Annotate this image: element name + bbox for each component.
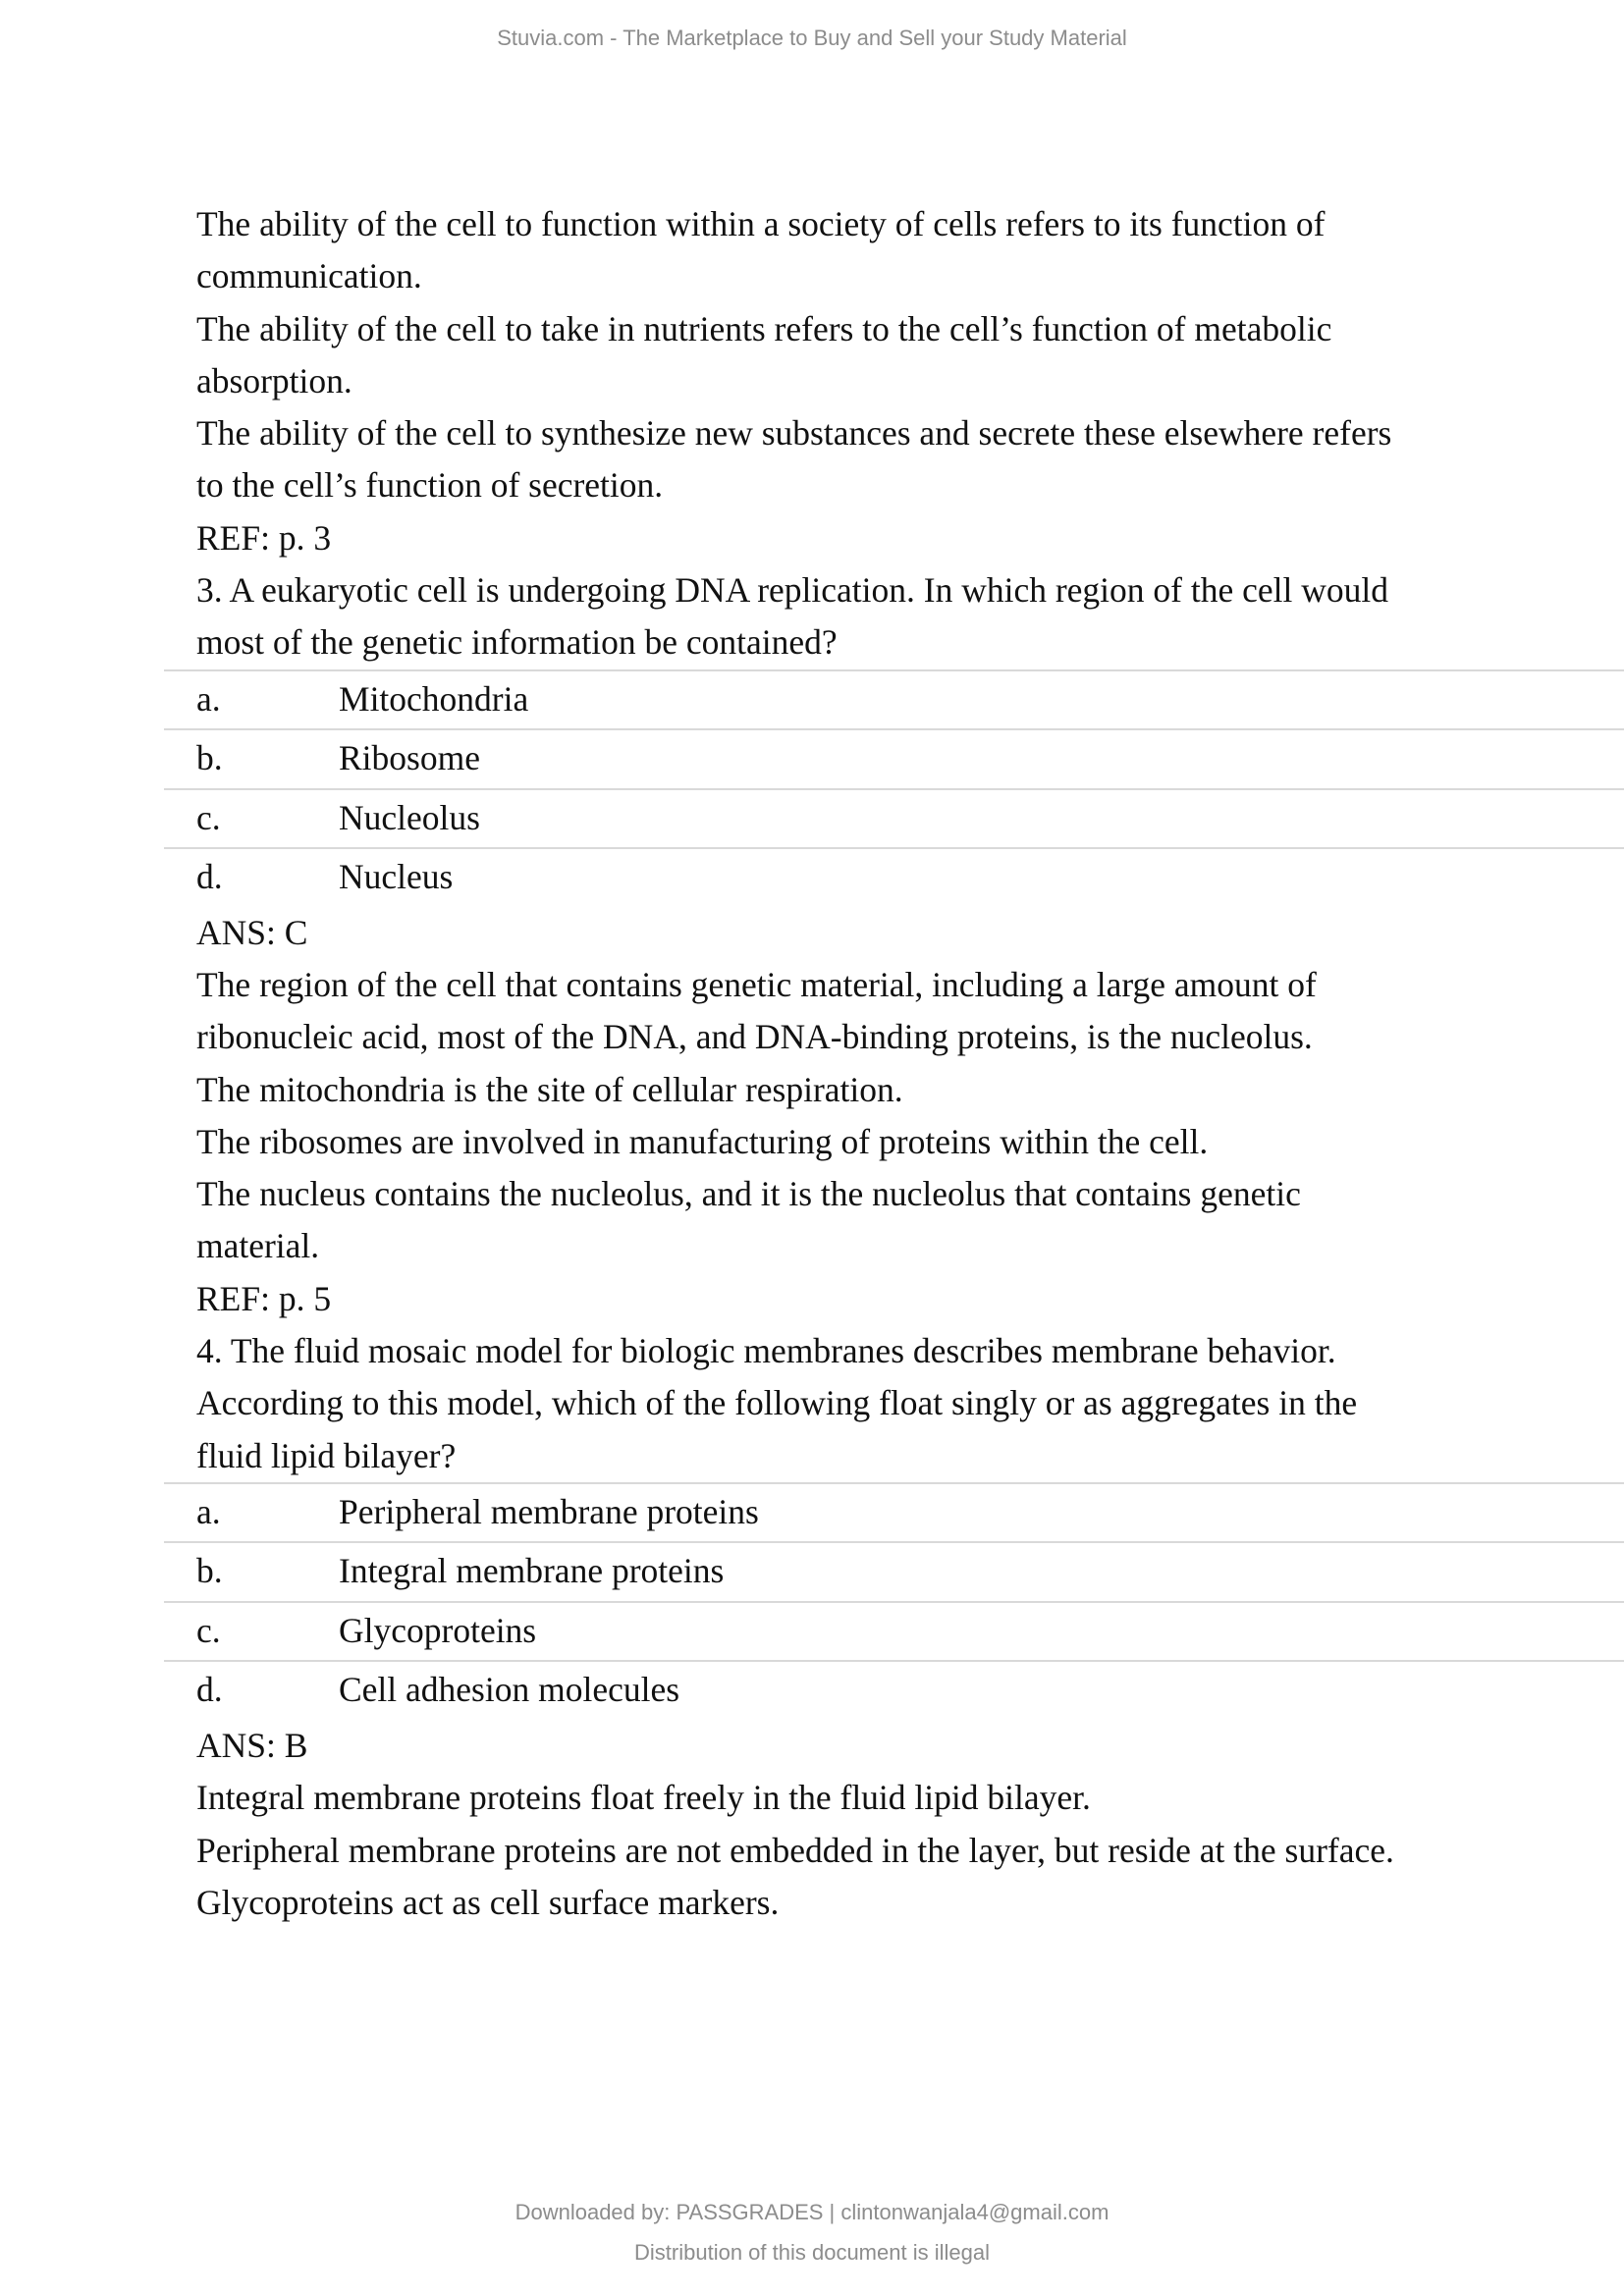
option-letter: a. [196,1491,221,1531]
option-row [164,847,1624,907]
option-letter: c. [196,797,221,837]
answer-line: ANS: B [196,1725,308,1765]
intro-line: to the cell’s function of secretion. [196,465,664,506]
option-text: Peripheral membrane proteins [339,1491,759,1531]
option-row [164,728,1624,788]
option-letter: b. [196,738,223,778]
option-row [164,788,1624,848]
page-header: Stuvia.com - The Marketplace to Buy and Sell your Study Material [497,26,1127,50]
option-text: Glycoproteins [339,1610,537,1650]
question-4-stem: According to this model, which of the following float singly or as aggregates in the [196,1383,1358,1423]
intro-line: communication. [196,256,422,296]
distribution-notice: Distribution of this document is illegal [634,2240,990,2265]
reference-line: REF: p. 5 [196,1278,332,1318]
question-3-stem: most of the genetic information be contained? [196,622,838,663]
option-letter: b. [196,1551,223,1591]
explanation-line: material. [196,1226,320,1266]
intro-line: The ability of the cell to function within a society of cells refers to its function of [196,204,1326,243]
explanation-line: Peripheral membrane proteins are not embedded in the layer, but reside at the surface. [196,1830,1394,1870]
explanation-line: The ribosomes are involved in manufacturing of proteins within the cell. [196,1121,1209,1161]
option-text: Ribosome [339,738,480,778]
question-4-options [164,1482,1624,1720]
explanation-line: The nucleus contains the nucleolus, and it is the nucleolus that contains genetic [196,1174,1301,1214]
explanation-line: The region of the cell that contains genetic material, including a large amount of [196,964,1317,1004]
option-text: Cell adhesion molecules [339,1670,680,1710]
option-row [164,1660,1624,1720]
question-4-stem: 4. The fluid mosaic model for biologic membranes describes membrane behavior. [196,1331,1336,1371]
option-text: Integral membrane proteins [339,1551,725,1591]
explanation-line: ribonucleic acid, most of the DNA, and DNA-binding proteins, is the nucleolus. [196,1017,1313,1057]
option-row [164,669,1624,729]
explanation-line: Integral membrane proteins float freely in the fluid lipid bilayer. [196,1778,1091,1818]
option-letter: d. [196,1670,223,1710]
option-letter: c. [196,1610,221,1650]
option-row [164,1482,1624,1542]
option-row [164,1541,1624,1601]
reference-line: REF: p. 3 [196,517,332,558]
question-3-stem: 3. A eukaryotic cell is undergoing DNA replication. In which region of the cell would [196,570,1388,611]
document-body [196,198,1492,1929]
explanation-line: The mitochondria is the site of cellular respiration. [196,1069,903,1109]
intro-line: The ability of the cell to take in nutrients refers to the cell’s function of metabolic [196,308,1332,348]
intro-line: The ability of the cell to synthesize new substances and secrete these elsewhere refers [196,413,1392,454]
option-text: Mitochondria [339,678,529,719]
explanation-line: Glycoproteins act as cell surface markers. [196,1882,780,1922]
question-4-stem: fluid lipid bilayer? [196,1435,457,1475]
option-letter: a. [196,678,221,719]
intro-line: absorption. [196,360,352,400]
question-3-options [164,669,1624,907]
option-letter: d. [196,857,223,897]
answer-line: ANS: C [196,912,308,952]
downloaded-by-footer: Downloaded by: PASSGRADES | clintonwanjala4@gmail.com [514,2200,1110,2224]
option-text: Nucleus [339,857,454,897]
option-text: Nucleolus [339,797,480,837]
option-row [164,1601,1624,1661]
